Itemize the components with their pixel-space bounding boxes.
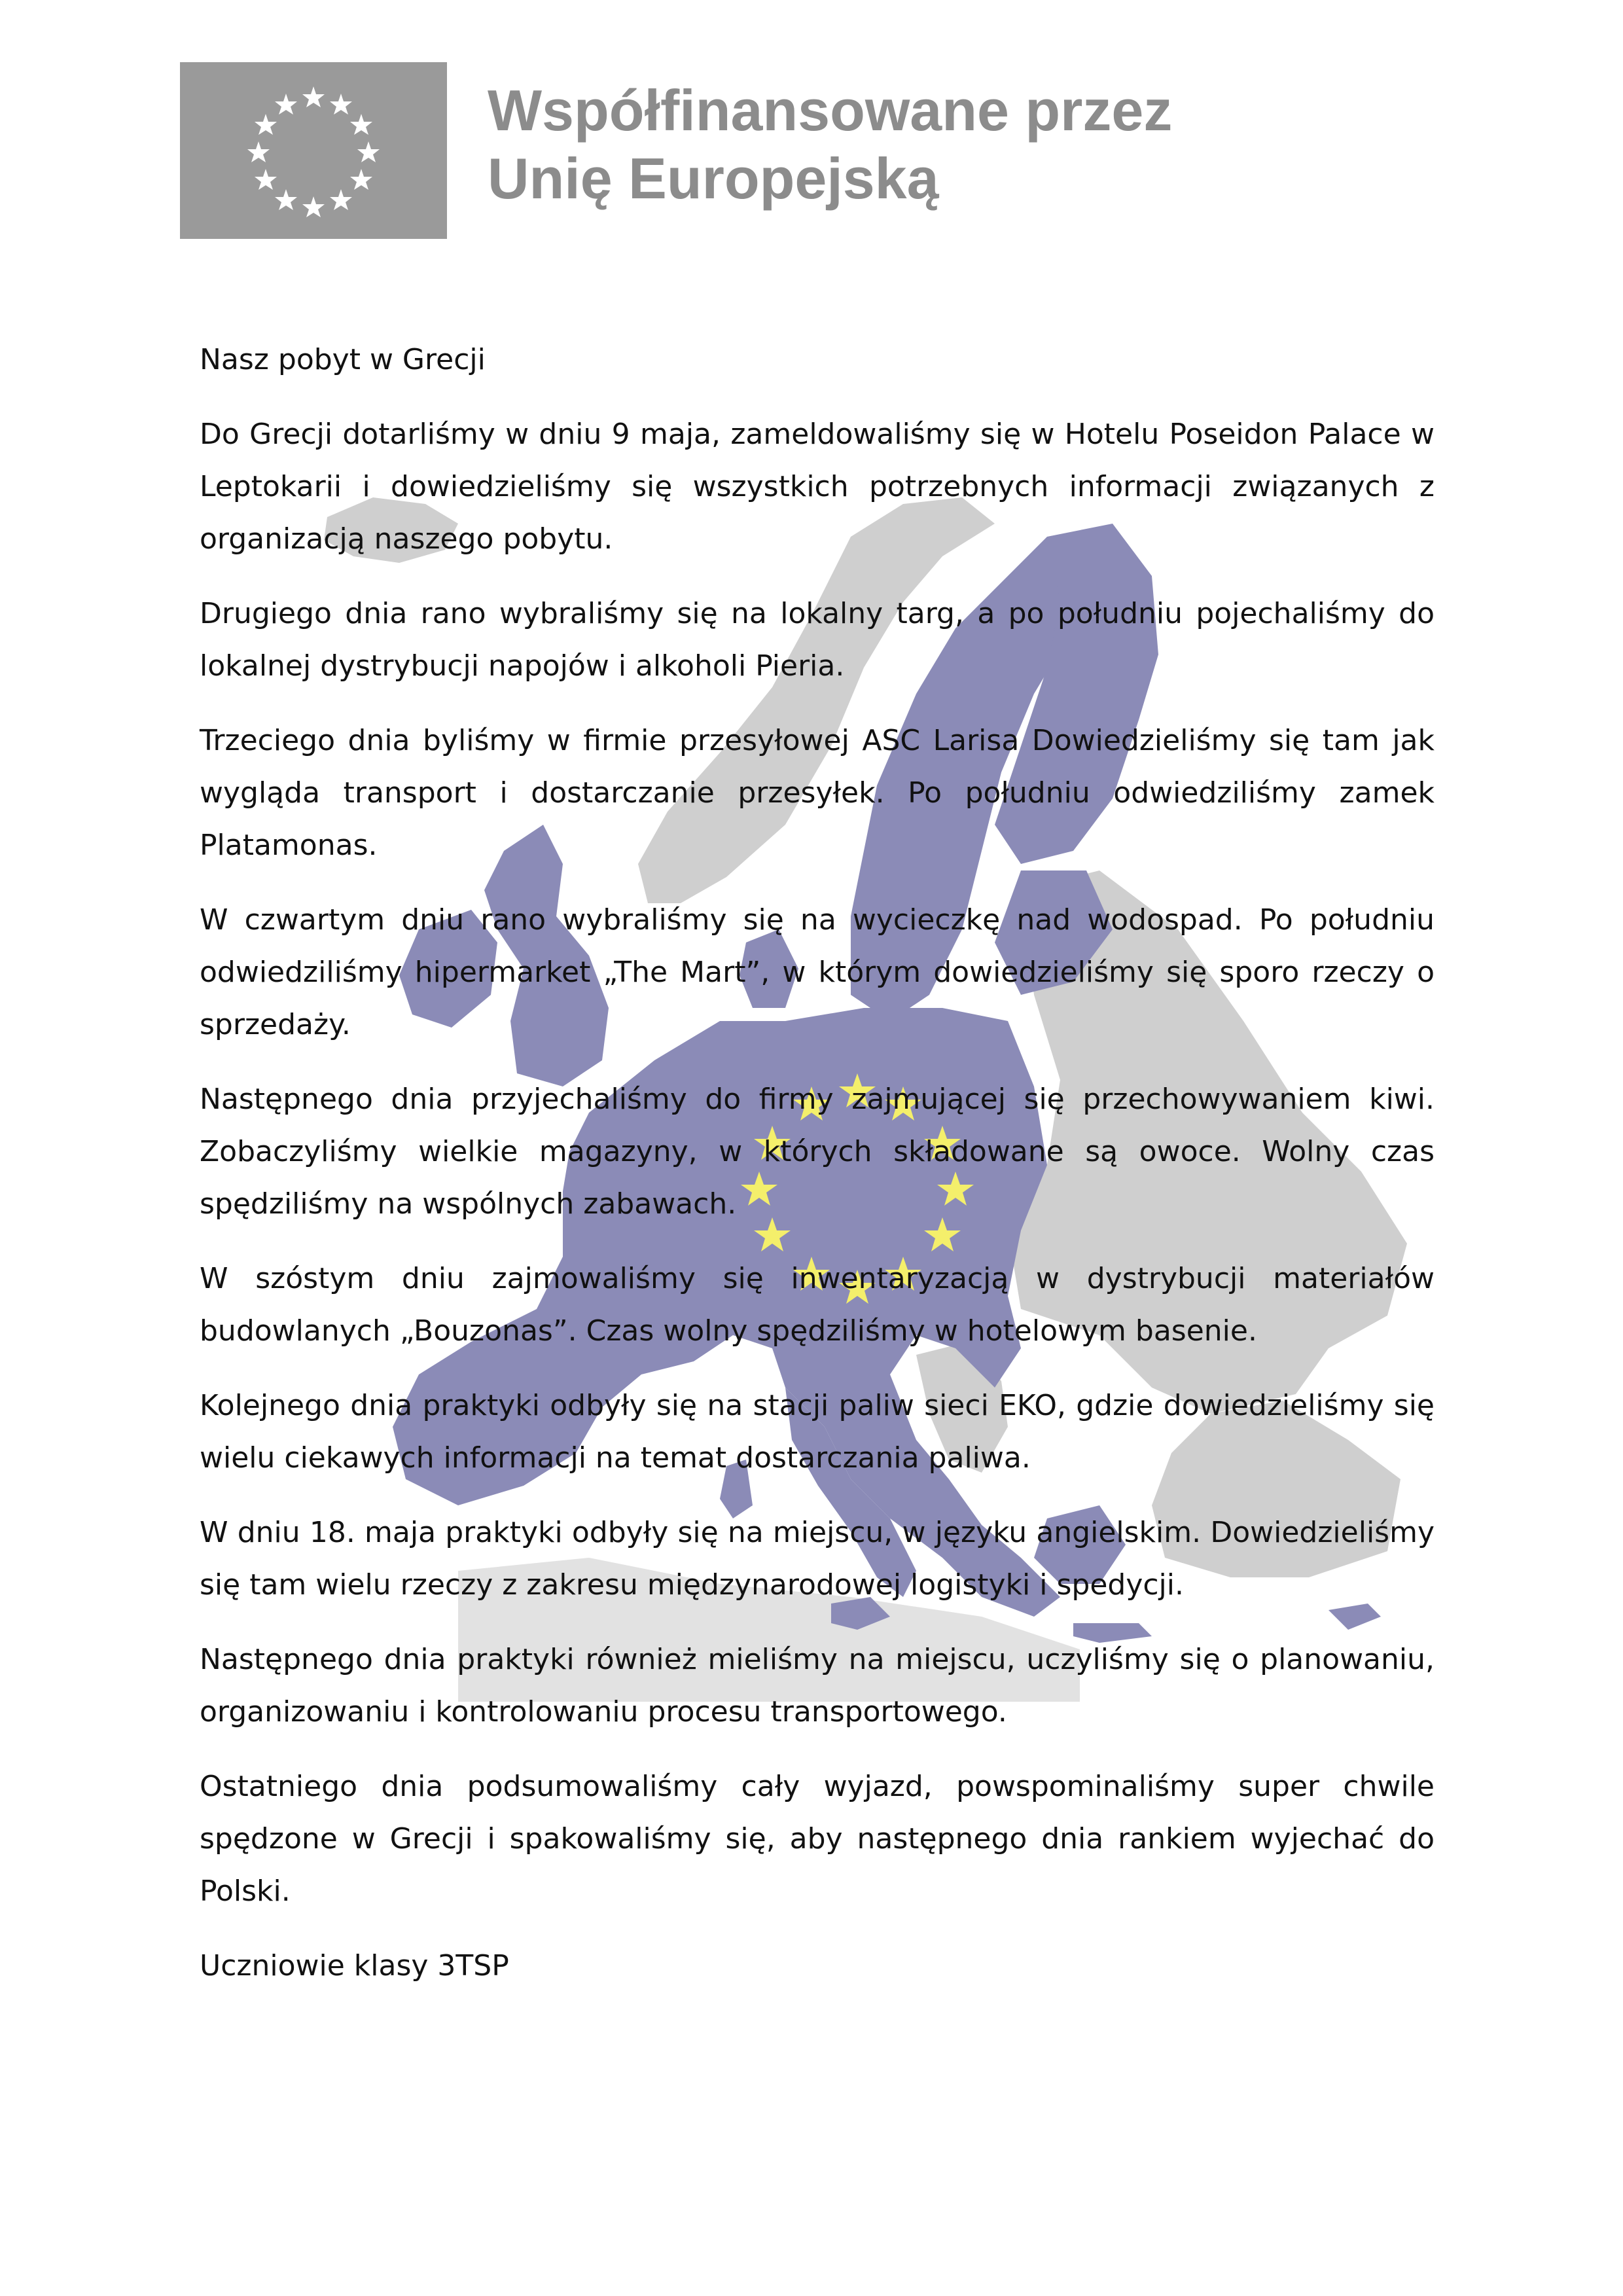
paragraph: Ostatniego dnia podsumowaliśmy cały wyjazd, powspominaliśmy super chwile spędzone w Grecji i spakowaliśmy się, aby następnego dnia rankiem wyjechać do Polski. bbox=[200, 1770, 1435, 1908]
document-title: Nasz pobyt w Grecji bbox=[200, 343, 486, 376]
eu-flag-icon bbox=[180, 62, 447, 239]
signature: Uczniowie klasy 3TSP bbox=[200, 1949, 509, 1982]
paragraph: Następnego dnia praktyki również mieliśmy na miejscu, uczyliśmy się o planowaniu, organizowaniu i kontrolowaniu procesu transportowego. bbox=[200, 1643, 1435, 1729]
paragraph: Do Grecji dotarliśmy w dniu 9 maja, zameldowaliśmy się w Hotelu Poseidon Palace w Leptokarii i dowiedzieliśmy się wszystkich potrzebnych informacji związanych z organizacją naszego pobytu. bbox=[200, 418, 1435, 556]
paragraph: W szóstym dniu zajmowaliśmy się inwentaryzacją w dystrybucji materiałów budowlanych „Bouzonas”. Czas wolny spędziliśmy w hotelowym basenie. bbox=[200, 1262, 1435, 1348]
paragraph: Następnego dnia przyjechaliśmy do firmy zajmującej się przechowywaniem kiwi. Zobaczyliśmy wielkie magazyny, w których składowane są owoce. Wolny czas spędziliśmy na wspólnych zabawach. bbox=[200, 1083, 1435, 1221]
paragraph: W czwartym dniu rano wybraliśmy się na wycieczkę nad wodospad. Po południu odwiedziliśmy hipermarket „The Mart”, w którym dowiedzieliśmy się sporo rzeczy o sprzedaży. bbox=[200, 903, 1435, 1041]
paragraph: Trzeciego dnia byliśmy w firmie przesyłowej ASC Larisa Dowiedzieliśmy się tam jak wygląda transport i dostarczanie przesyłek. Po południu odwiedziliśmy zamek Platamonas. bbox=[200, 724, 1435, 862]
cofinancing-line-2: Unię Europejską bbox=[488, 146, 939, 211]
cofinancing-line-1: Współfinansowane przez bbox=[488, 78, 1173, 143]
paragraph: Kolejnego dnia praktyki odbyły się na stacji paliw sieci EKO, gdzie dowiedzieliśmy się wielu ciekawych informacji na temat dostarczania paliwa. bbox=[200, 1389, 1435, 1475]
cofinancing-label bbox=[488, 77, 1404, 213]
document-body bbox=[200, 334, 1435, 2015]
paragraph: Drugiego dnia rano wybraliśmy się na lokalny targ, a po południu pojechaliśmy do lokalnej dystrybucji napojów i alkoholi Pieria. bbox=[200, 597, 1435, 683]
paragraph: W dniu 18. maja praktyki odbyły się na miejscu, w języku angielskim. Dowiedzieliśmy się tam wielu rzeczy z zakresu międzynarodowej logistyki i spedycji. bbox=[200, 1516, 1435, 1602]
